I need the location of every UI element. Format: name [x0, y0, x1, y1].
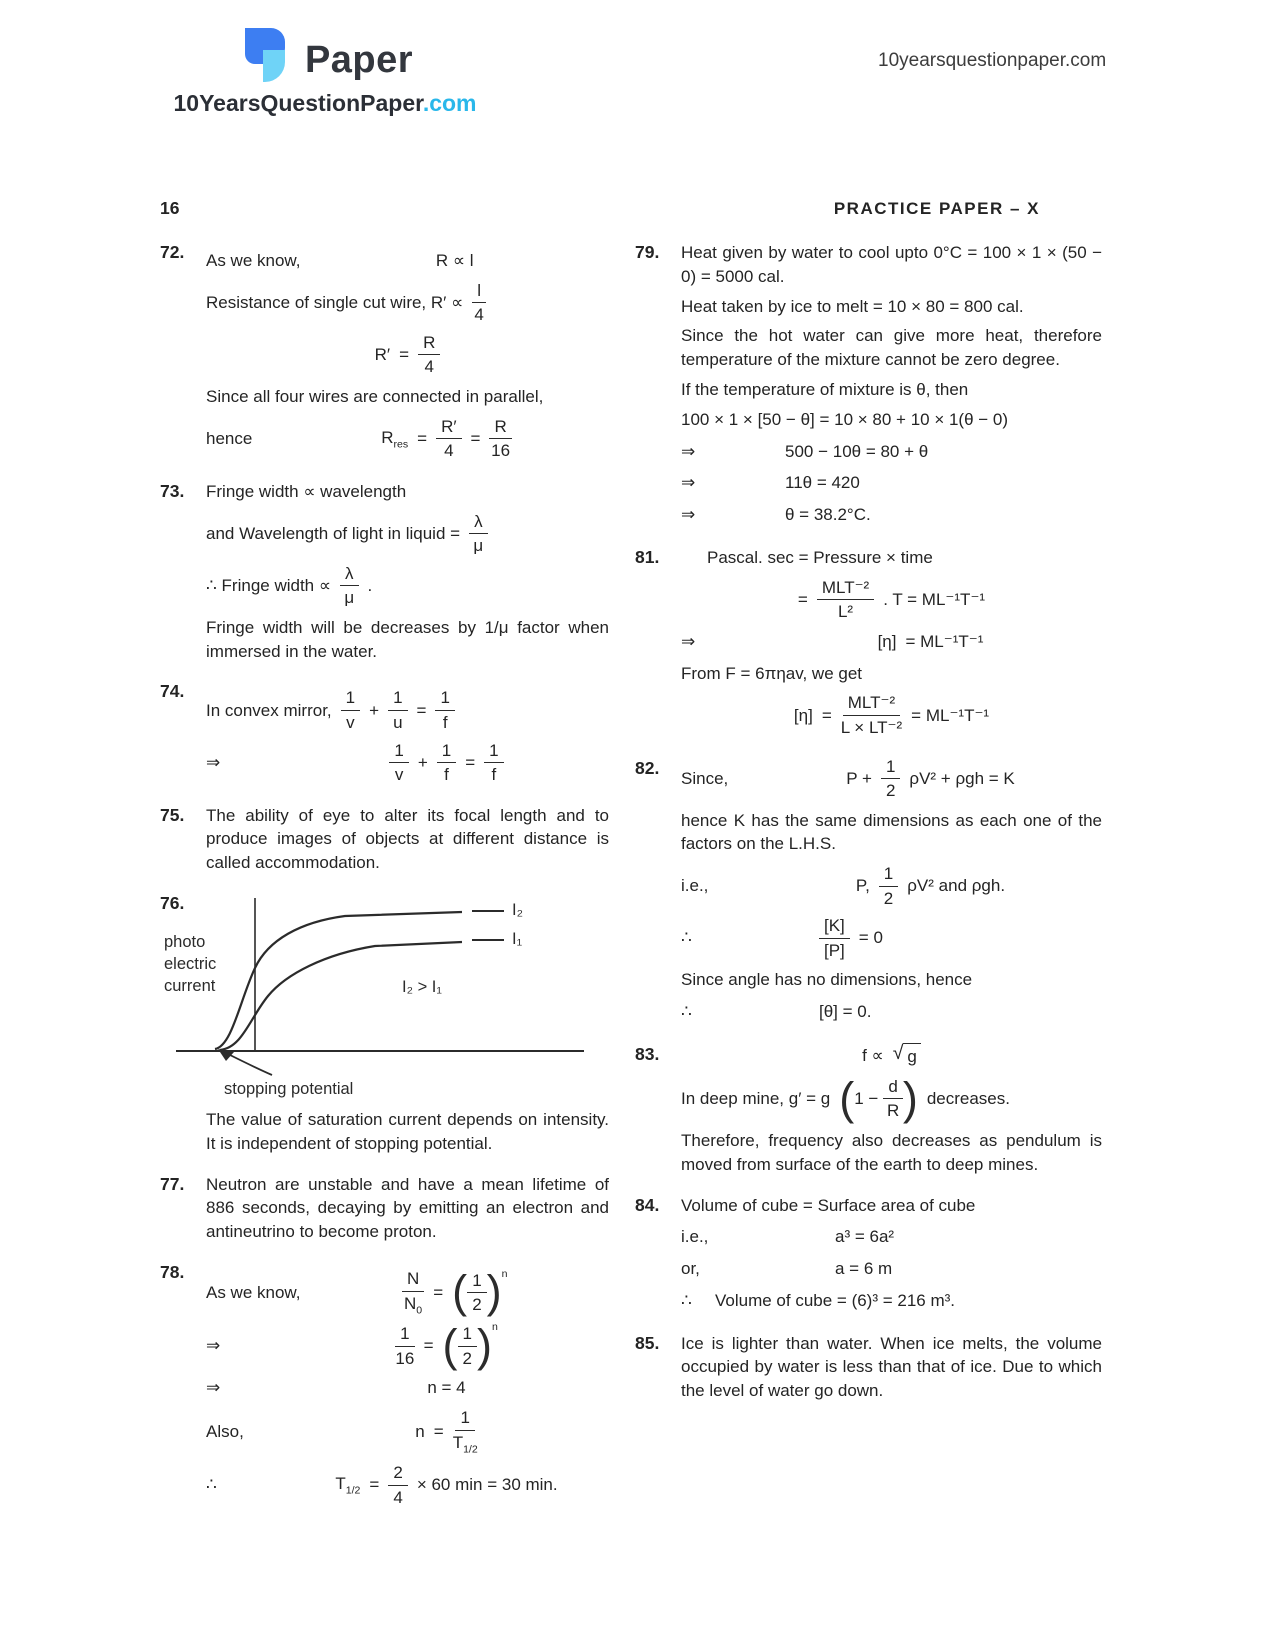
question-74 [160, 680, 609, 792]
formula: Pascal. sec = Pressure × time [707, 547, 933, 567]
question-body [681, 546, 1102, 746]
formula: [θ] = 0. [819, 1002, 872, 1022]
right-paren [487, 1273, 502, 1311]
formula-row [681, 578, 1102, 622]
question-75 [160, 804, 609, 881]
formula-row [681, 1077, 1102, 1121]
fraction: $\frac{1}{2}$ [458, 1324, 477, 1368]
fraction: $\frac{d}{R}$ [883, 1077, 902, 1121]
two-column-layout [160, 241, 1102, 1526]
solution-text: hence K has the same dimensions as each one of the factors on the L.H.S. [681, 810, 1102, 854]
fraction: $\frac{R'}{4}$ [436, 417, 461, 461]
site-logo [140, 24, 510, 117]
row-label: As we know, [206, 251, 301, 270]
logo-site-text [140, 90, 510, 117]
formula-row [206, 512, 609, 556]
formula-row [206, 564, 609, 608]
question-76 [160, 892, 609, 1162]
subscript: 1/2 [345, 1484, 361, 1497]
fraction: $\frac{N}{N_0}$ [402, 1269, 424, 1316]
question-number: 75. [160, 804, 185, 825]
formula: 100 × 1 × [50 − θ] = 10 × 80 + 10 × 1(θ − 0) [681, 409, 1009, 429]
question-body [206, 804, 609, 881]
formula-rhs: × 60 min = 30 min. [416, 1475, 558, 1495]
fraction: $\frac{1}{v}$ [389, 741, 408, 785]
fraction: $\frac{1}{16}$ [395, 1324, 415, 1368]
solution-text: Volume of cube = Surface area of cube [681, 1195, 976, 1215]
question-body [160, 892, 609, 1162]
expression: 1 − [854, 1088, 879, 1108]
formula-lhs: [η] [793, 705, 813, 725]
plus-sign: + [369, 700, 380, 720]
equals-sign: = [369, 1475, 380, 1495]
solution-text: From F = 6πηav, we get [681, 663, 863, 683]
row-label: i.e., [681, 876, 709, 896]
formula-pre: P, [855, 876, 870, 896]
parenthesized-expression [839, 1077, 918, 1121]
fraction: $\frac{1}{2}$ [881, 757, 900, 801]
solution-text: If the temperature of mixture is θ, then [681, 379, 969, 399]
question-body [681, 1194, 1102, 1321]
right-paren [477, 1327, 492, 1365]
solution-text: Since all four wires are connected in parallel, [206, 386, 544, 406]
formula-row [206, 688, 609, 732]
logo-top-row [140, 24, 510, 90]
formula-lhs: R′ [374, 345, 391, 365]
fraction: $\frac{R}{4}$ [418, 333, 440, 377]
implies-symbol: ⇒ [681, 441, 696, 461]
subscript: 0 [416, 1303, 423, 1316]
formula-row [206, 249, 609, 273]
therefore-symbol: ∴ [681, 1002, 692, 1022]
row-label: or, [681, 1259, 700, 1279]
formula-lhs: $T_{1/2}$ [335, 1474, 361, 1497]
formula-row [681, 864, 1102, 908]
solution-text: Fringe width will be decreases by 1/μ factor when immersed in the water. [206, 617, 609, 661]
question-72 [160, 241, 609, 469]
formula: 11θ = 420 [785, 473, 860, 493]
fraction: $\frac{1}{f}$ [435, 688, 454, 732]
implies-symbol: ⇒ [206, 1336, 221, 1356]
question-body [206, 1261, 609, 1515]
solution-text: Therefore, frequency also decreases as pendulum is moved from surface of the earth to deep mines. [681, 1130, 1102, 1174]
fraction: $\frac{1}{v}$ [341, 688, 360, 732]
fraction: $\frac{\lambda}{\mu}$ [469, 512, 488, 556]
solution-text: The value of saturation current depends on intensity. It is independent of stopping potential. [206, 1110, 609, 1153]
formula-row [681, 1043, 1102, 1069]
equals-sign: = [433, 1421, 444, 1441]
site-tld: .com [422, 90, 477, 116]
curve-label-i1: I₁ [512, 930, 523, 949]
implies-symbol: ⇒ [681, 631, 696, 651]
equals-sign: = [399, 345, 410, 365]
period: . [367, 575, 373, 595]
formula-lhs: [η] [877, 631, 897, 651]
implies-symbol: ⇒ [206, 752, 221, 772]
question-82 [635, 757, 1102, 1032]
formula: n = 4 [427, 1378, 466, 1398]
formula-post: ρV² and ρgh. [907, 876, 1006, 896]
question-79 [635, 241, 1102, 535]
solution-text: Fringe width ∝ wavelength [206, 481, 407, 501]
therefore-symbol: ∴ [681, 1290, 692, 1310]
square-root: √ g [893, 1043, 921, 1069]
formula: a³ = 6a² [835, 1227, 895, 1247]
photoelectric-graph [160, 892, 609, 1104]
question-number: 78. [160, 1262, 185, 1283]
equals-sign: = [417, 428, 428, 448]
solution-text: Since the hot water can give more heat, therefore temperature of the mixture cannot be zero degree. [681, 326, 1102, 370]
question-number: 85. [635, 1332, 660, 1353]
formula-row [206, 1269, 609, 1316]
row-label: i.e., [681, 1227, 709, 1247]
formula-row [681, 1225, 1102, 1249]
right-column [635, 241, 1102, 1420]
question-body [206, 1173, 609, 1250]
formula-lhs: n [415, 1421, 425, 1441]
left-paren [839, 1080, 854, 1118]
question-number: 82. [635, 757, 660, 778]
intensity-annotation: I₂ > I₁ [402, 978, 442, 997]
formula-row [206, 1321, 609, 1368]
solution-text: Heat given by water to cool upto 0°C = 100 × 1 × (50 − 0) = 5000 cal. [681, 243, 1102, 286]
formula-post: ρV² + ρgh = K [909, 768, 1015, 788]
question-body [206, 680, 609, 792]
formula-row [681, 1289, 1102, 1313]
equals-sign: = [433, 1282, 444, 1302]
equals-sign: = [416, 700, 427, 720]
x-axis-label: stopping potential [224, 1080, 354, 1099]
formula-pre: f ∝ [862, 1046, 884, 1066]
question-number: 72. [160, 242, 185, 262]
question-body [206, 480, 609, 670]
fraction: $\frac{1}{u}$ [388, 688, 407, 732]
formula: R ∝ l [435, 251, 474, 270]
formula: 500 − 10θ = 80 + θ [785, 441, 929, 461]
question-body [681, 1332, 1102, 1409]
page-content [160, 198, 1102, 1526]
formula-row [681, 546, 1102, 570]
question-78 [160, 1261, 609, 1515]
fraction: $\frac{\text{MLT⁻²}}{\text{L²}}$ [817, 578, 874, 622]
question-number: 73. [160, 480, 185, 501]
formula: Volume of cube = (6)³ = 216 m³. [715, 1290, 956, 1310]
fraction: $\frac{1}{f}$ [484, 741, 503, 785]
solution-text: Neutron are unstable and have a mean lifetime of 886 seconds, decaying by emitting an electron and antineutrino to become proton. [206, 1174, 609, 1242]
equals-sign: = [465, 752, 476, 772]
question-73 [160, 480, 609, 670]
implies-symbol: ⇒ [681, 505, 696, 525]
fraction: $\frac{\lambda}{\mu}$ [340, 564, 359, 608]
equals-sign: = [797, 589, 808, 609]
parenthesized-fraction [443, 1321, 498, 1368]
fraction: $\frac{1}{2}$ [467, 1271, 486, 1315]
fraction: $\frac{2}{4}$ [388, 1463, 407, 1507]
solution-text: Ice is lighter than water. When ice melts, the volume occupied by water is less than that of ice. Due to which the level of water go down. [681, 1333, 1102, 1401]
fraction: $\frac{[K]}{[P]}$ [819, 916, 850, 960]
question-81 [635, 546, 1102, 746]
question-body [206, 241, 609, 469]
implies-symbol: ⇒ [206, 1378, 221, 1398]
formula-text: ∴ Fringe width ∝ [206, 575, 332, 595]
formula-row [206, 741, 609, 785]
question-body [681, 1043, 1102, 1182]
question-number: 83. [635, 1044, 660, 1065]
formula: θ = 38.2°C. [785, 505, 871, 525]
question-number: 84. [635, 1194, 660, 1215]
formula-row [681, 693, 1102, 737]
practice-paper-title: PRACTICE PAPER – X [833, 199, 1040, 218]
formula-row [681, 1000, 1102, 1024]
row-label: As we know, [206, 1282, 301, 1302]
question-number: 81. [635, 546, 660, 567]
page-number: 16 [160, 198, 180, 218]
parenthesized-fraction [452, 1267, 508, 1315]
graph-canvas [160, 892, 609, 1104]
formula-post: decreases. [926, 1088, 1010, 1108]
formula-row [206, 1408, 609, 1455]
fraction: $\frac{\text{MLT⁻²}}{\text{L × LT⁻²}}$ [840, 693, 903, 737]
subscript: res [393, 438, 409, 451]
subscript: 1/2 [463, 1442, 478, 1455]
formula-row [206, 1376, 609, 1400]
left-column [160, 241, 609, 1526]
exponent: n [501, 1267, 508, 1280]
fraction: $\frac{l}{4}$ [472, 281, 486, 325]
solution-text: Since angle has no dimensions, hence [681, 970, 973, 990]
formula-text: Resistance of single cut wire, R′ ∝ [206, 292, 464, 312]
fraction: $\frac{1}{f}$ [437, 741, 456, 785]
equals-sign: = [470, 428, 481, 448]
curve-label-i2: I₂ [512, 901, 523, 920]
fraction: $\frac{1}{2}$ [879, 864, 898, 908]
question-84 [635, 1194, 1102, 1321]
therefore-symbol: ∴ [681, 928, 692, 948]
question-85 [635, 1332, 1102, 1409]
therefore-symbol: ∴ [206, 1475, 217, 1495]
formula-pre: P + [846, 768, 872, 788]
exponent: n [492, 1321, 498, 1334]
logo-brand-text: Paper [304, 38, 414, 81]
question-number: 77. [160, 1173, 185, 1194]
left-paren [452, 1273, 467, 1311]
equals-sign: = [423, 1336, 434, 1356]
fraction: $\frac{R}{16}$ [491, 416, 511, 461]
formula-row [681, 471, 1102, 495]
equals-sign: = [821, 705, 832, 725]
left-paren [443, 1327, 458, 1365]
formula-rhs: . T = ML⁻¹T⁻¹ [883, 589, 986, 609]
formula-text: In convex mirror, [206, 700, 332, 720]
row-label: Since, [681, 768, 729, 788]
formula-lhs: $R_{res}$ [381, 427, 409, 451]
formula-row [206, 281, 609, 325]
plus-sign: + [417, 752, 428, 772]
formula-rhs: = ML⁻¹T⁻¹ [911, 705, 990, 725]
formula-row [681, 440, 1102, 464]
formula-rhs: = 0 [858, 928, 883, 948]
right-paren [903, 1080, 918, 1118]
row-label: Also, [206, 1421, 244, 1441]
question-number: 76. [160, 893, 185, 914]
formula-rhs: = ML⁻¹T⁻¹ [905, 631, 984, 651]
formula-row [681, 1257, 1102, 1281]
question-number: 74. [160, 681, 185, 702]
formula-row [206, 333, 609, 377]
formula-row [681, 916, 1102, 960]
header-site-url: 10yearsquestionpaper.com [878, 50, 1107, 71]
site-name: 10YearsQuestionPaper [173, 90, 423, 116]
question-body [681, 241, 1102, 535]
row-label: hence [206, 428, 253, 448]
running-head [160, 198, 1102, 219]
solution-text: Heat taken by ice to melt = 10 × 80 = 800 cal. [681, 296, 1024, 316]
formula-row [681, 503, 1102, 527]
question-83 [635, 1043, 1102, 1182]
fraction: $\frac{1}{T_{1/2}}$ [452, 1407, 478, 1455]
paper-logo-icon [237, 24, 291, 90]
formula-row [206, 1463, 609, 1507]
question-body [681, 757, 1102, 1032]
formula-pre: In deep mine, g′ = g [681, 1088, 831, 1108]
formula-row [206, 417, 609, 461]
formula: a = 6 m [835, 1259, 893, 1279]
y-axis-label: photo electric current [164, 933, 217, 995]
formula-row [681, 757, 1102, 801]
solution-text: The ability of eye to alter its focal length and to produce images of objects at different distance is called accommodation. [206, 805, 609, 873]
formula-text: and Wavelength of light in liquid = [206, 523, 461, 543]
implies-symbol: ⇒ [681, 473, 696, 493]
question-77 [160, 1173, 609, 1250]
question-number: 79. [635, 242, 660, 262]
formula-row [681, 630, 1102, 654]
